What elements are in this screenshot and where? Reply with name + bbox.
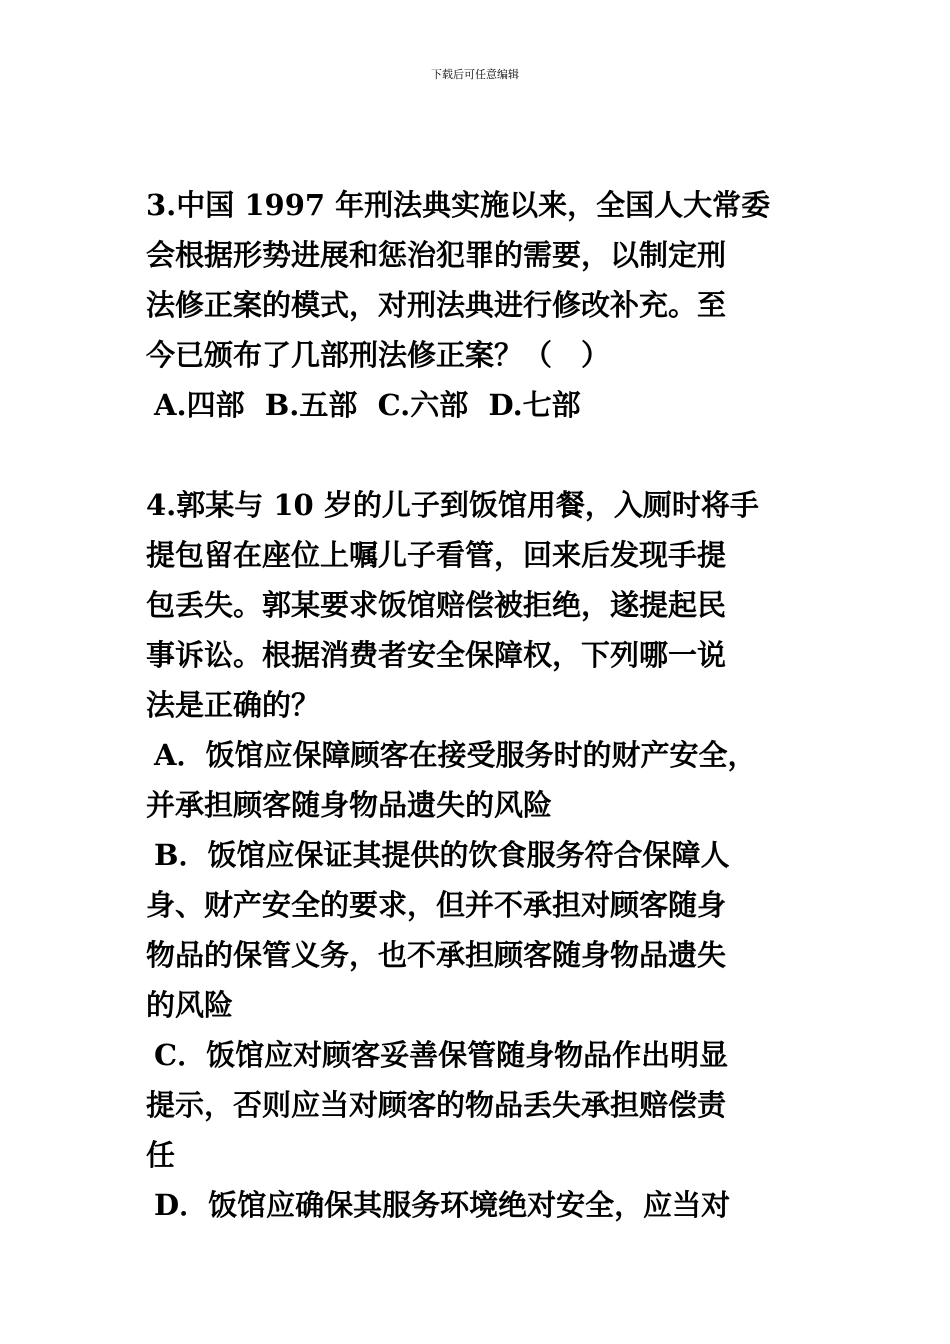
- question-3-options: A.四部 B.五部 C.六部 D.七部: [154, 388, 581, 422]
- document-body: [146, 180, 826, 1230]
- question-4-line-3: 包丢失。郭某要求饭馆赔偿被拒绝，遂提起民: [146, 588, 727, 622]
- option-b-line-2: 身、财产安全的要求，但并不承担对顾客随身: [146, 888, 727, 922]
- question-4-option-c: [146, 1030, 826, 1180]
- question-4-option-b: [146, 830, 826, 1030]
- question-4-line-5: 法是正确的？: [146, 688, 321, 722]
- option-d-line-1: D．饭馆应确保其服务环境绝对安全，应当对: [154, 1188, 731, 1222]
- question-4-line-4: 事诉讼。根据消费者安全保障权，下列哪一说: [146, 638, 727, 672]
- question-4-option-a: [146, 730, 826, 830]
- question-4: [146, 480, 826, 1230]
- question-4-option-d: [146, 1180, 826, 1230]
- option-a-line-2: 并承担顾客随身物品遗失的风险: [146, 788, 553, 822]
- option-c-line-1: C．饭馆应对顾客妥善保管随身物品作出明显: [154, 1038, 729, 1072]
- option-c-line-2: 提示，否则应当对顾客的物品丢失承担赔偿责: [146, 1088, 727, 1122]
- option-c-line-3: 任: [146, 1138, 176, 1172]
- question-3: [146, 180, 826, 430]
- option-b-line-4: 的风险: [146, 988, 234, 1022]
- question-4-line-2: 提包留在座位上嘱儿子看管，回来后发现手提: [146, 538, 727, 572]
- question-separator: [146, 430, 826, 480]
- option-b-line-3: 物品的保管义务，也不承担顾客随身物品遗失: [146, 938, 727, 972]
- option-b-line-1: B．饭馆应保证其提供的饮食服务符合保障人: [154, 838, 730, 872]
- option-a-line-1: A．饭馆应保障顾客在接受服务时的财产安全，: [154, 738, 757, 772]
- question-3-line-1: 3.中国 1997 年刑法典实施以来，全国人大常委: [146, 188, 771, 222]
- page-header: 下载后可任意编辑: [431, 68, 519, 81]
- question-4-line-1: 4.郭某与 10 岁的儿子到饭馆用餐，入厕时将手: [146, 488, 759, 522]
- question-3-line-4: 今已颁布了几部刑法修正案？（ ）: [146, 338, 611, 372]
- question-3-line-2: 会根据形势进展和惩治犯罪的需要，以制定刑: [146, 238, 727, 272]
- question-3-line-3: 法修正案的模式，对刑法典进行修改补充。至: [146, 288, 727, 322]
